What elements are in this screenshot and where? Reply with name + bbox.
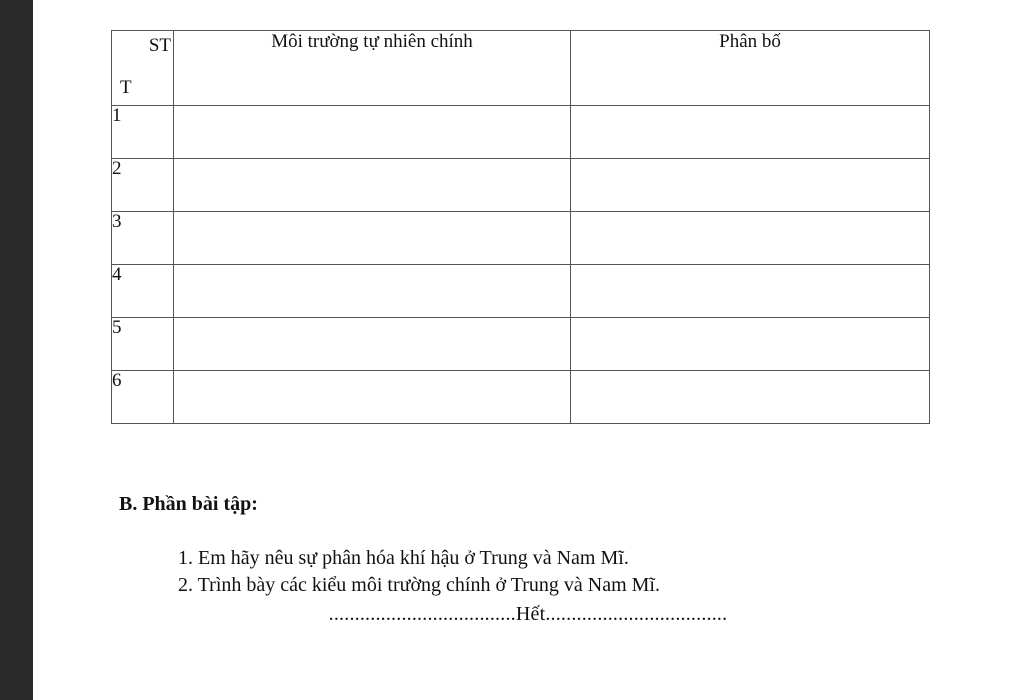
row-distribution[interactable] [571, 371, 930, 424]
table-header-row [112, 31, 930, 106]
end-marker: ....................................Hết................................... [328, 603, 728, 625]
row-environment[interactable] [174, 318, 571, 371]
list-item: 2. Trình bày các kiểu môi trường chính ở Trung và Nam Mĩ. [178, 574, 660, 596]
row-environment[interactable] [174, 265, 571, 318]
row-distribution[interactable] [571, 318, 930, 371]
row-number: 5 [112, 318, 174, 371]
left-gutter [0, 0, 33, 700]
list-item: 1. Em hãy nêu sự phân hóa khí hậu ở Trung và Nam Mĩ. [178, 547, 629, 569]
table-row [112, 159, 930, 212]
table-row [112, 318, 930, 371]
document-page [33, 0, 1024, 700]
row-environment[interactable] [174, 371, 571, 424]
header-cell-distribution: Phân bố [571, 31, 930, 106]
header-stt-bottom: T [120, 77, 132, 98]
table-row [112, 265, 930, 318]
row-environment[interactable] [174, 212, 571, 265]
row-number: 6 [112, 371, 174, 424]
header-stt-top: ST [148, 35, 171, 56]
header-cell-environment: Môi trường tự nhiên chính [174, 31, 571, 106]
row-distribution[interactable] [571, 212, 930, 265]
row-distribution[interactable] [571, 265, 930, 318]
row-number: 1 [112, 106, 174, 159]
exercise-list [178, 545, 938, 599]
table-row [112, 106, 930, 159]
table-row [112, 212, 930, 265]
row-number: 4 [112, 265, 174, 318]
row-number: 3 [112, 212, 174, 265]
table-row [112, 371, 930, 424]
row-environment[interactable] [174, 106, 571, 159]
row-number: 2 [112, 159, 174, 212]
row-distribution[interactable] [571, 106, 930, 159]
row-environment[interactable] [174, 159, 571, 212]
environment-table [111, 30, 930, 424]
header-cell-stt [112, 31, 174, 106]
section-heading: B. Phần bài tập: [119, 493, 258, 515]
row-distribution[interactable] [571, 159, 930, 212]
